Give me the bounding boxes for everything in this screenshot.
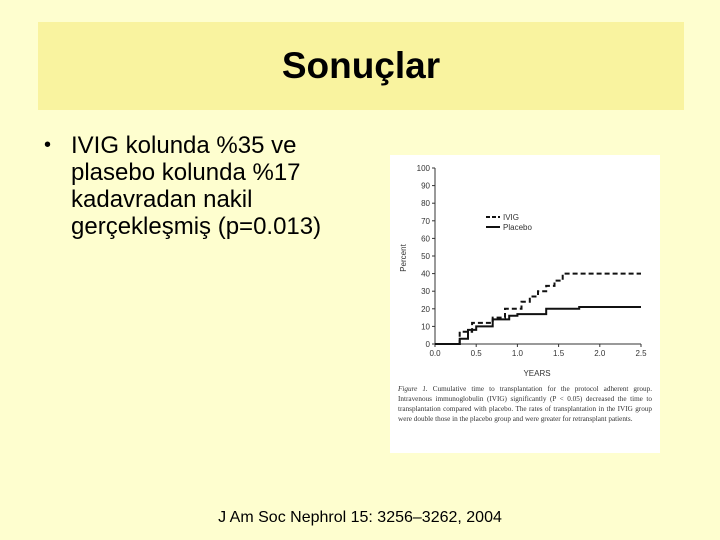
figure-panel [390, 155, 660, 453]
chart-legend [486, 213, 532, 232]
x-tick-label: 1.5 [553, 349, 565, 358]
x-tick-label: 1.0 [511, 349, 523, 358]
x-axis-label: YEARS [523, 369, 551, 378]
y-tick-label: 50 [421, 252, 430, 261]
title-band [38, 22, 684, 110]
chart-series [435, 274, 641, 344]
bullet-text: IVIG kolunda %35 ve plasebo kolunda %17 kadavradan nakil gerçekleşmiş (p=0.013) [71, 132, 322, 240]
y-tick-label: 80 [421, 199, 430, 209]
citation: J Am Soc Nephrol 15: 3256–3262, 2004 [218, 509, 502, 526]
caption-label: Figure 1. [398, 385, 428, 393]
series-line-ivig [435, 274, 641, 344]
y-tick-label: 20 [421, 304, 430, 314]
caption-text: Cumulative time to transplantation for the protocol adherent group. Intravenous immunoglobulin (IVIG) significantly (P < 0.05) decreased the time to transplantation compared with placebo. The rates of transplantation in the IVIG group were double those in the placebo group and were greater for retransplant patients. [398, 385, 653, 423]
legend-label-ivig: IVIG [503, 213, 520, 222]
slide-title: Sonuçlar [281, 45, 441, 86]
y-tick-label: 0 [425, 340, 430, 349]
series-line-placebo [435, 307, 641, 344]
x-tick-label: 0.0 [429, 349, 441, 358]
y-tick-label: 30 [421, 287, 430, 297]
bullet-dot: • [44, 134, 52, 156]
x-tick-label: 2.5 [635, 349, 647, 358]
chart-axes [399, 164, 647, 378]
survival-chart [390, 155, 660, 380]
y-tick-label: 70 [421, 216, 430, 226]
x-tick-label: 2.0 [594, 349, 606, 358]
y-tick-label: 60 [421, 234, 430, 244]
figure-caption [398, 384, 652, 424]
y-tick-label: 100 [416, 164, 430, 173]
x-tick-label: 0.5 [470, 349, 482, 358]
bullet-point [44, 132, 364, 240]
y-tick-label: 40 [421, 269, 430, 279]
y-tick-label: 90 [421, 181, 430, 191]
legend-label-placebo: Placebo [503, 223, 532, 232]
y-tick-label: 10 [421, 322, 430, 332]
y-axis-label: Percent [399, 244, 408, 272]
